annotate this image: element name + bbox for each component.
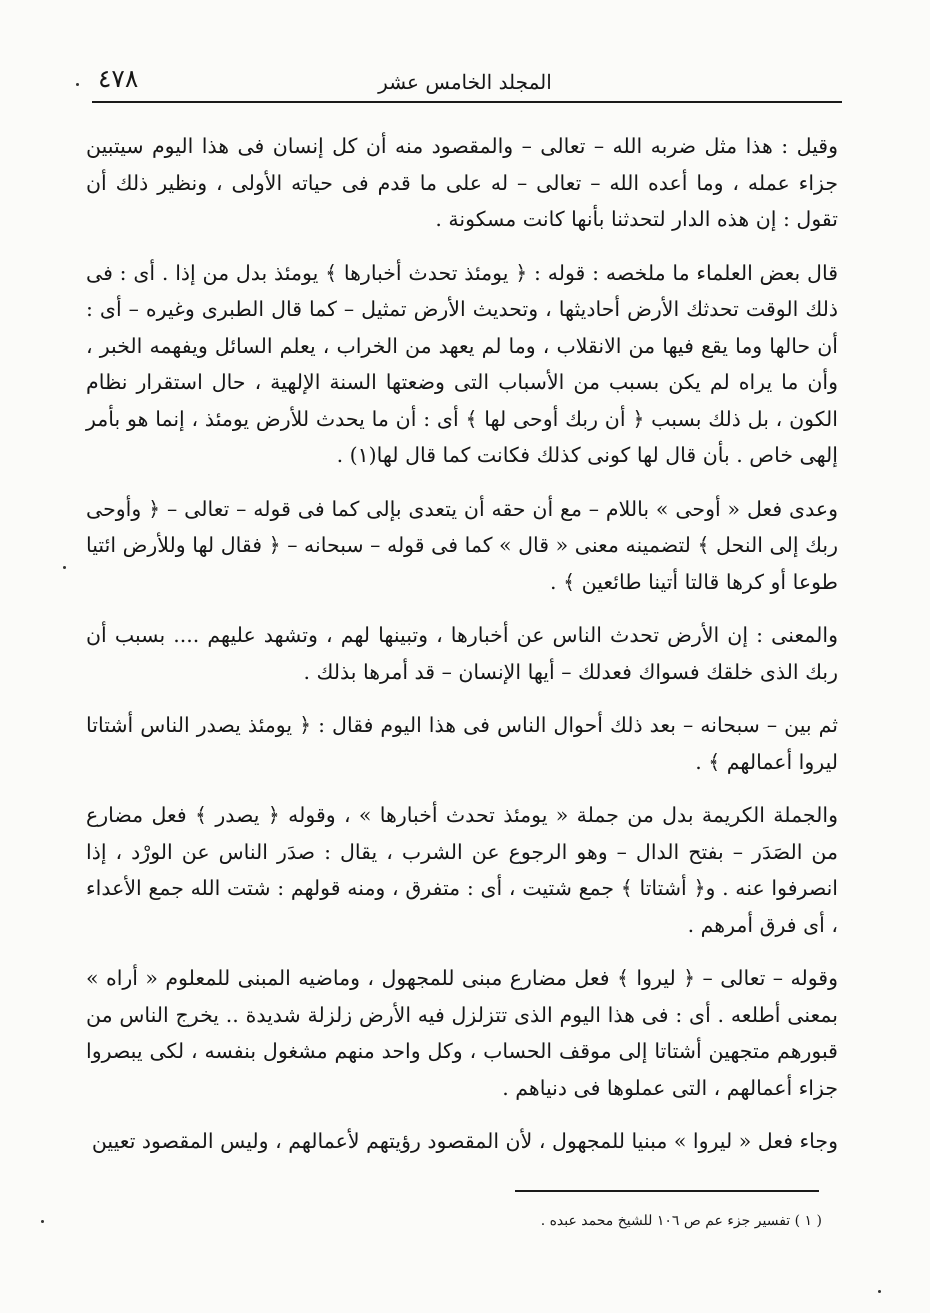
scan-speck — [878, 1290, 881, 1293]
page-number: ٤٧٨ — [98, 64, 139, 93]
footnote: ( ١ ) تفسير جزء عم ص ١٠٦ للشيخ محمد عبده . — [540, 1213, 822, 1229]
paragraph-4: والمعنى : إن الأرض تحدث الناس عن أخبارها ، وتبينها لهم ، وتشهد عليهم .... بسبب أن ربك الذى خلقك فسواك فعدلك – أيها الإنسان – قد أمرها بذلك . — [86, 623, 838, 684]
footnote-rule — [515, 1190, 819, 1192]
paragraph-2: قال بعض العلماء ما ملخصه : قوله : ﴿ يومئذ تحدث أخبارها ﴾ يومئذ بدل من إذا . أى : فى ذلك الوقت تحدثك الأرض أحاديثها ، وتحديث الأرض تمثيل – كما قال الطبرى وغيره – أى : أن حالها وما يقع فيها من الانقلاب ، وما لم يعهد من الخراب ، يعلم السائل ويفهمه الخبر ، وأن ما يراه لم يكن بسبب من الأسباب التى وضعتها السنة الإلهية ، حال استقرار نظام الكون ، بل ذلك بسبب ﴿ أن ربك أوحى لها ﴾ أى : أن ما يحدث للأرض يومئذ ، إنما هو بأمر إلهى خاص . بأن قال لها كونى كذلك فكانت كما قال لها(١) . — [86, 260, 838, 467]
running-title: المجلد الخامس عشر — [378, 70, 552, 94]
header-rule — [92, 101, 842, 103]
paragraph-1: وقيل : هذا مثل ضربه الله – تعالى – والمقصود منه أن كل إنسان فى هذا اليوم سيتبين جزاء عمله ، وما أعده الله – تعالى – له على ما قدم فى حياته الأولى ، ونظير ذلك أن تقول : إن هذه الدار لتحدثنا بأنها كانت مسكونة . — [86, 134, 838, 231]
paragraph-7: وقوله – تعالى – ﴿ ليروا ﴾ فعل مضارع مبنى للمجهول ، وماضيه المبنى للمعلوم « أراه » بمعنى أطلعه . أى : فى هذا اليوم الذى تتزلزل فيه الأرض زلزلة شديدة .. يخرج الناس من قبورهم متجهين أشتاتا إلى موقف الحساب ، وكل واحد منهم مشغول بنفسه ، لكى يبصروا جزاء أعمالهم ، التى عملوها فى دنياهم . — [86, 966, 838, 1100]
scan-speck — [41, 1220, 44, 1223]
scan-speck — [76, 83, 79, 86]
body-text — [86, 128, 838, 1160]
paragraph-3: وعدى فعل « أوحى » باللام – مع أن حقه أن يتعدى بإلى كما فى قوله – تعالى – ﴿ وأوحى ربك إلى النحل ﴾ لتضمينه معنى « قال » كما فى قوله – سبحانه – ﴿ فقال لها وللأرض ائتيا طوعا أو كرها قالتا أتينا طائعين ﴾ . — [86, 496, 838, 594]
paragraph-5: ثم بين – سبحانه – بعد ذلك أحوال الناس فى هذا اليوم فقال : ﴿ يومئذ يصدر الناس أشتاتا ليروا أعمالهم ﴾ . — [86, 713, 838, 774]
paragraph-6: والجملة الكريمة بدل من جملة « يومئذ تحدث أخبارها » ، وقوله ﴿ يصدر ﴾ فعل مضارع من الصَدَر – بفتح الدال – وهو الرجوع عن الشرب ، يقال : صدَر الناس عن الورْد ، إذا انصرفوا عنه . و﴿ أشتاتا ﴾ جمع شتيت ، أى : متفرق ، ومنه قولهم : شتت الله جمع الأعداء ، أى فرق أمرهم . — [86, 803, 838, 937]
scan-speck — [63, 566, 66, 569]
paragraph-continued: وجاء فعل « ليروا » مبنيا للمجهول ، لأن المقصود رؤيتهم لأعمالهم ، وليس المقصود تعيين — [91, 1129, 838, 1153]
